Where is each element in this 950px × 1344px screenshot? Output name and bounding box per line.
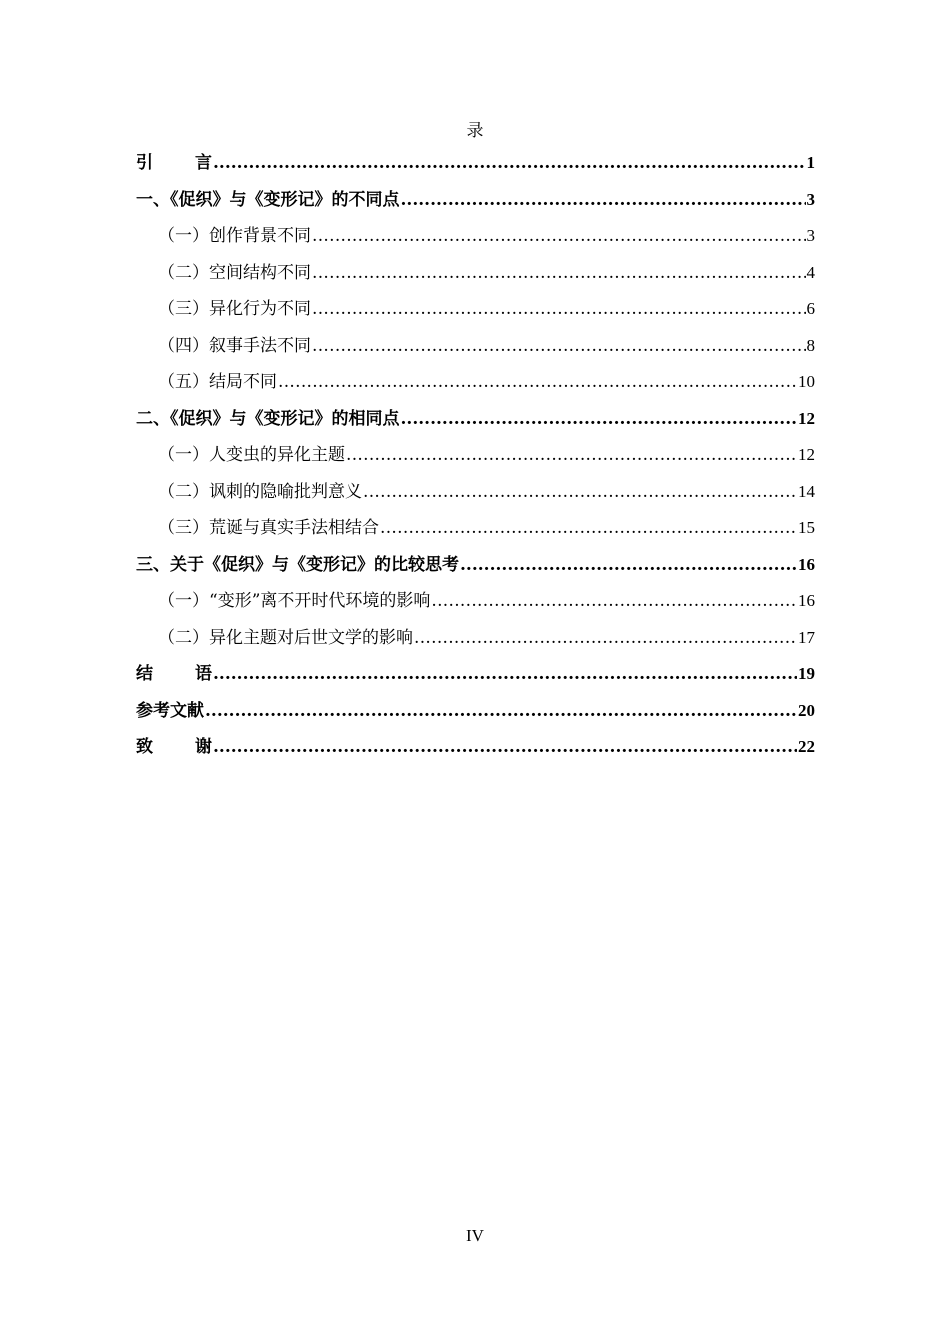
toc-leader-dots bbox=[312, 218, 806, 255]
toc-leader-dots bbox=[431, 583, 797, 620]
toc-entry[interactable] bbox=[136, 656, 815, 693]
toc-entry-label: 结语 bbox=[136, 664, 212, 684]
toc-leader-dots bbox=[380, 510, 797, 547]
toc-entry-page: 4 bbox=[806, 262, 815, 282]
toc-entry-label: 参考文献 bbox=[136, 700, 204, 721]
toc-entry-page: 17 bbox=[798, 627, 815, 647]
toc-entry[interactable] bbox=[136, 693, 815, 730]
toc-entry-label: （二）异化主题对后世文学的影响 bbox=[158, 627, 413, 648]
toc-entry[interactable] bbox=[136, 364, 815, 401]
toc-leader-dots bbox=[414, 620, 797, 657]
toc-entry[interactable] bbox=[136, 547, 815, 584]
toc-leader-dots bbox=[401, 182, 806, 219]
toc-entry-label: （二）空间结构不同 bbox=[158, 262, 311, 283]
toc-entry[interactable] bbox=[136, 729, 815, 766]
toc-entry[interactable] bbox=[136, 255, 815, 292]
toc-leader-dots bbox=[213, 656, 797, 693]
toc-entry[interactable] bbox=[136, 583, 815, 620]
toc-entry[interactable] bbox=[136, 328, 815, 365]
toc-leader-dots bbox=[213, 729, 797, 766]
toc-title: 录 bbox=[466, 121, 484, 141]
toc-entry-page: 16 bbox=[798, 554, 815, 574]
toc-entry-label: 三、关于《促织》与《变形记》的比较思考 bbox=[136, 554, 459, 575]
toc-entry[interactable] bbox=[136, 218, 815, 255]
toc-entry-page: 6 bbox=[806, 299, 815, 318]
toc-leader-dots bbox=[401, 401, 798, 438]
toc-leader-dots bbox=[205, 693, 797, 730]
toc-entry-label: （四）叙事手法不同 bbox=[158, 335, 311, 356]
toc-entry-label: （一）人变虫的异化主题 bbox=[158, 445, 345, 465]
toc-leader-dots bbox=[312, 291, 806, 328]
toc-entry-label: （一）创作背景不同 bbox=[158, 226, 311, 246]
toc-entry-page: 10 bbox=[798, 372, 815, 391]
toc-entry[interactable] bbox=[136, 401, 815, 438]
toc-entry-page: 20 bbox=[798, 700, 815, 720]
toc-leader-dots bbox=[460, 547, 797, 584]
toc-leader-dots bbox=[346, 437, 797, 474]
toc-entry-page: 19 bbox=[798, 664, 815, 683]
toc-entry-page: 12 bbox=[798, 445, 815, 464]
toc-entry-label: （三）异化行为不同 bbox=[158, 299, 311, 319]
toc-entry-label: 引言 bbox=[136, 153, 212, 173]
toc-entry[interactable] bbox=[136, 145, 815, 182]
toc-entry-page: 12 bbox=[798, 408, 815, 428]
page-number: IV bbox=[466, 1226, 484, 1245]
toc-leader-dots bbox=[213, 145, 806, 182]
toc-entry[interactable] bbox=[136, 437, 815, 474]
toc-entry-label: 致谢 bbox=[136, 737, 212, 757]
toc-entry-page: 14 bbox=[798, 481, 815, 501]
toc-entry-page: 8 bbox=[806, 335, 815, 355]
toc-leader-dots bbox=[278, 364, 797, 401]
toc-entry-page: 22 bbox=[798, 737, 815, 756]
toc-leader-dots bbox=[363, 474, 797, 511]
toc-entry[interactable] bbox=[136, 620, 815, 657]
toc-entry-page: 3 bbox=[806, 189, 815, 209]
toc-leader-dots bbox=[312, 328, 806, 365]
toc-entry[interactable] bbox=[136, 291, 815, 328]
toc-entry-label: （一）“变形”离不开时代环境的影响 bbox=[158, 591, 431, 611]
toc-entry[interactable] bbox=[136, 474, 815, 511]
toc-entry-page: 15 bbox=[798, 518, 815, 537]
toc-entry-label: （二）讽刺的隐喻批判意义 bbox=[158, 481, 362, 502]
toc-leader-dots bbox=[312, 255, 806, 292]
toc-entry-label: （三）荒诞与真实手法相结合 bbox=[158, 518, 379, 538]
table-of-contents bbox=[136, 145, 815, 766]
toc-entry-page: 1 bbox=[806, 153, 815, 172]
toc-entry-label: （五）结局不同 bbox=[158, 372, 277, 392]
toc-entry[interactable] bbox=[136, 510, 815, 547]
toc-entry[interactable] bbox=[136, 182, 815, 219]
toc-entry-page: 16 bbox=[798, 591, 815, 610]
toc-entry-label: 二、《促织》与《变形记》的相同点 bbox=[136, 408, 400, 429]
toc-entry-label: 一、《促织》与《变形记》的不同点 bbox=[136, 189, 400, 210]
toc-entry-page: 3 bbox=[806, 226, 815, 245]
